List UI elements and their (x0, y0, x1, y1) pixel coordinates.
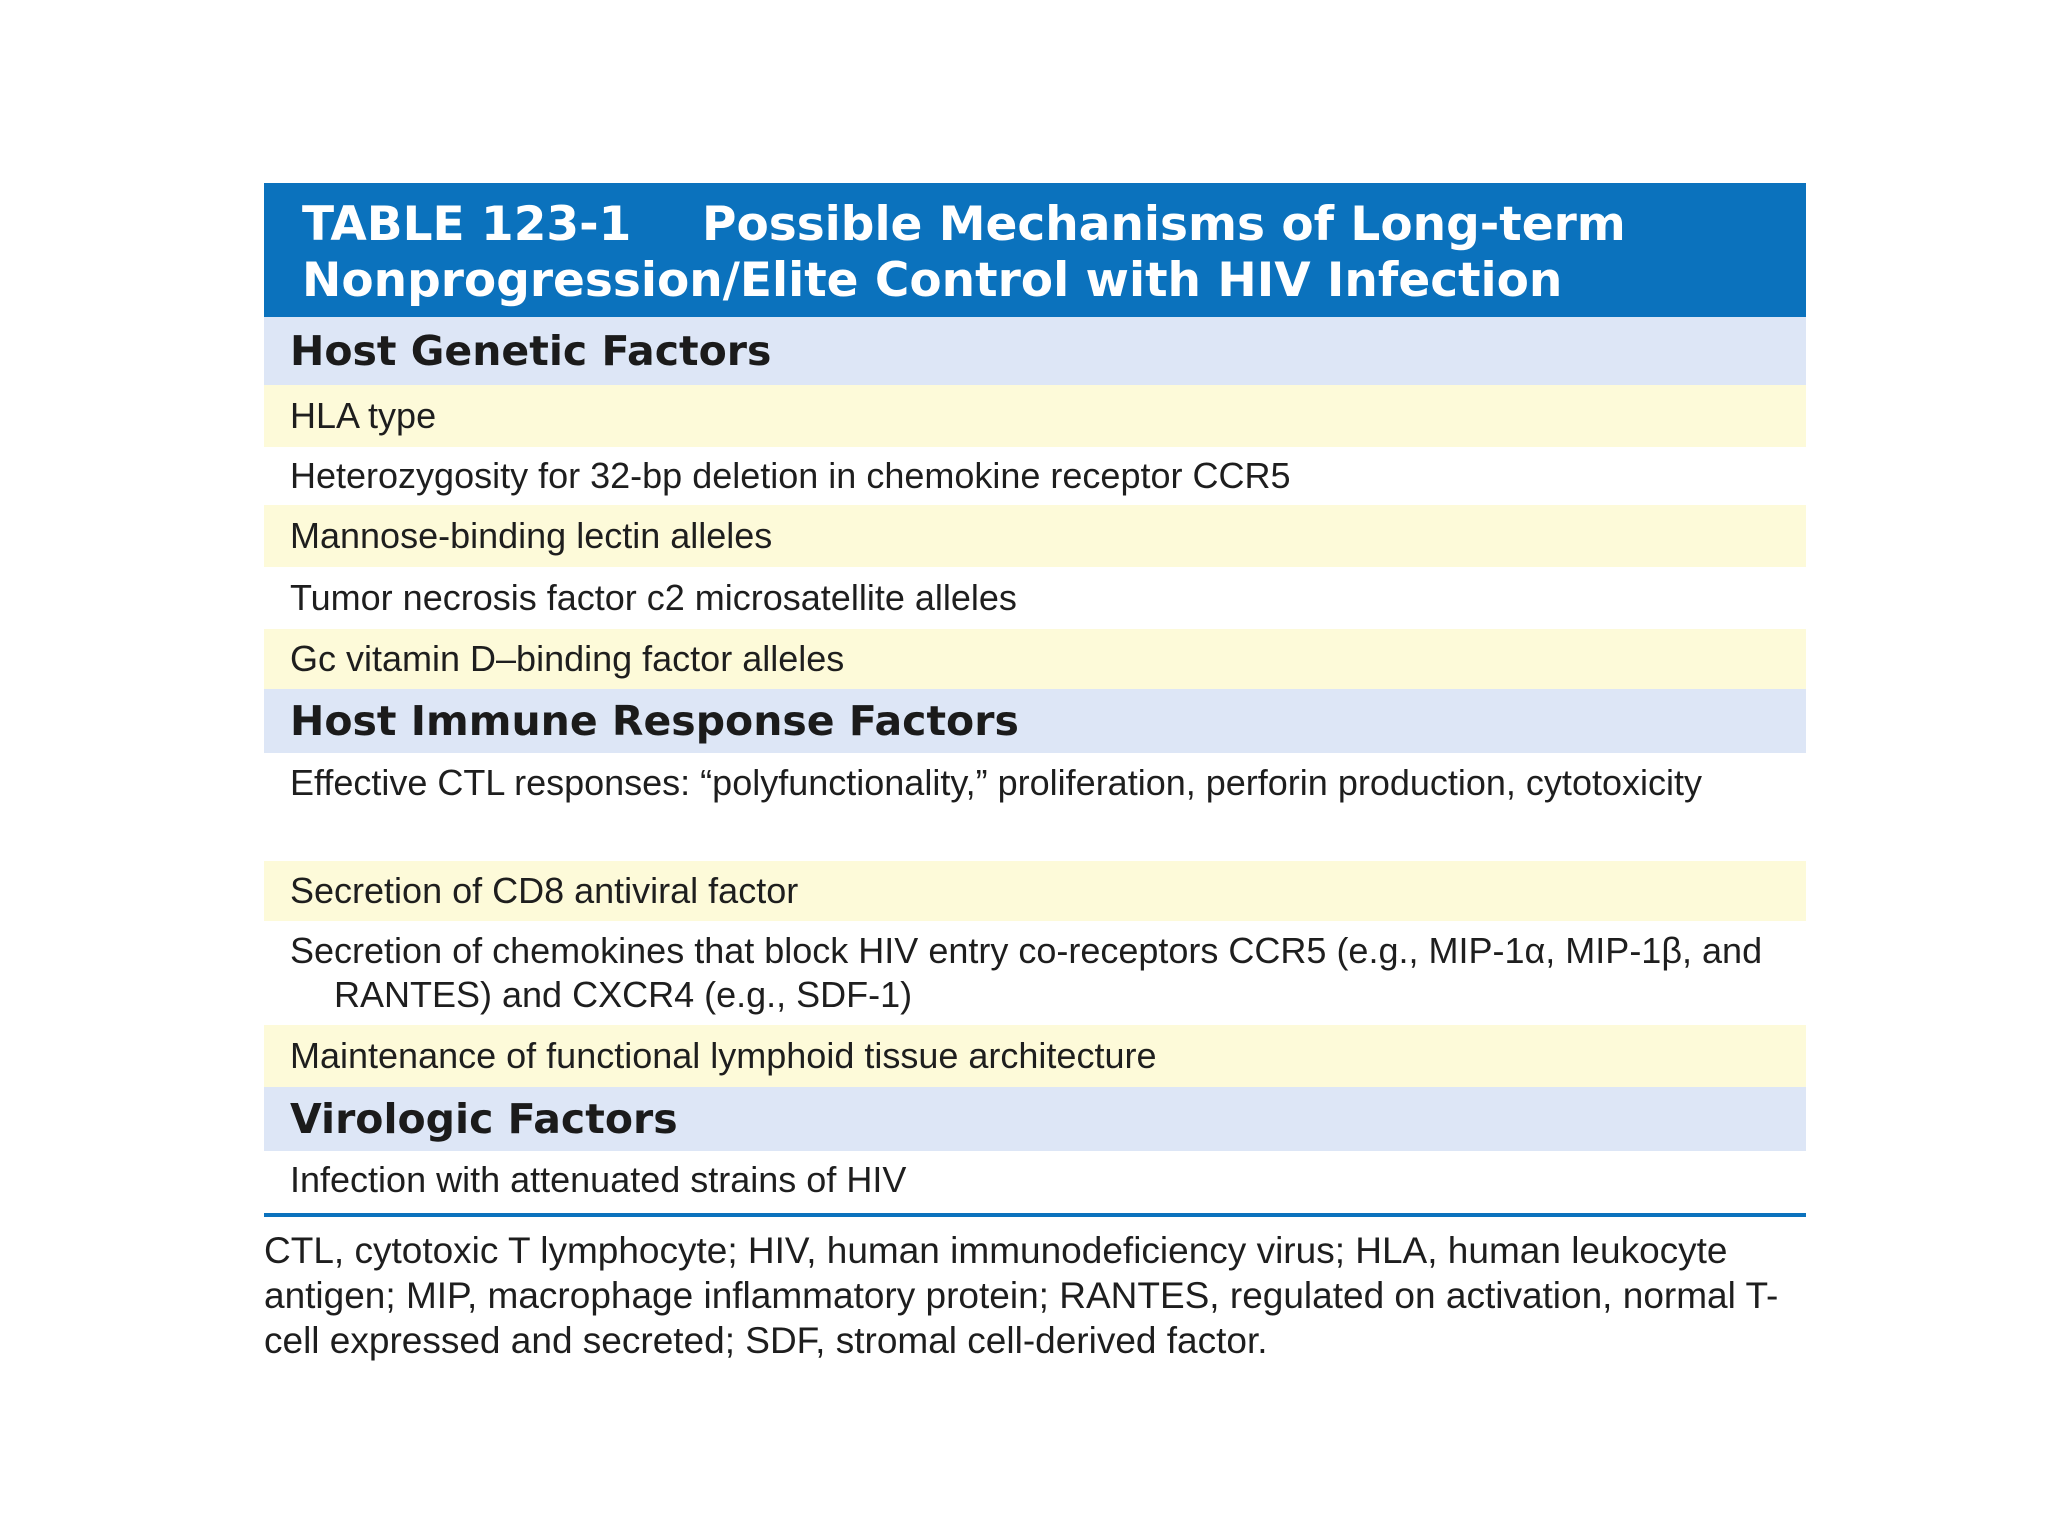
row-text: Secretion of CD8 antiviral factor (290, 870, 799, 911)
table-row (264, 629, 1806, 689)
table-row (264, 1151, 1806, 1209)
row-text: Tumor necrosis factor c2 microsatellite alleles (290, 577, 1017, 618)
section-heading-virologic (264, 1087, 1806, 1151)
section-heading-text: Host Genetic Factors (290, 327, 772, 375)
row-text: Maintenance of functional lymphoid tissue architecture (290, 1035, 1157, 1076)
table-row (264, 505, 1806, 567)
table-title (264, 183, 1806, 317)
row-text: Secretion of chemokines that block HIV entry co-receptors CCR5 (e.g., MIP-1α, MIP-1β, and RANTES) and CXCR4 (e.g., SDF-1) (290, 930, 1763, 1015)
table-title-line-2: Nonprogression/Elite Control with HIV Infection (302, 253, 1563, 308)
section-heading-host-genetic (264, 317, 1806, 385)
table-row (264, 1025, 1806, 1087)
table-row (264, 921, 1806, 1025)
row-text: Heterozygosity for 32-bp deletion in chemokine receptor CCR5 (290, 455, 1291, 496)
table-title-line-1 (302, 197, 1776, 253)
table-row (264, 861, 1806, 921)
table-bottom-rule (264, 1213, 1806, 1217)
table-number: TABLE 123-1 (302, 197, 632, 252)
row-text: Effective CTL responses: “polyfunctionality,” proliferation, perforin production, cytotoxicity (290, 762, 1702, 803)
row-text: Mannose-binding lectin alleles (290, 515, 773, 556)
section-heading-text: Host Immune Response Factors (290, 697, 1019, 745)
row-text: Gc vitamin D–binding factor alleles (290, 638, 845, 679)
table-row (264, 447, 1806, 505)
section-heading-text: Virologic Factors (290, 1095, 678, 1143)
mechanisms-table (264, 183, 1806, 1217)
table-footnote: CTL, cytotoxic T lymphocyte; HIV, human immunodeficiency virus; HLA, human leukocyte antigen; MIP, macrophage inflammatory protein; RANTES, regulated on activation, normal T-cell expressed and secreted; SDF, stromal cell-derived factor. (264, 1230, 1779, 1361)
table-row (264, 385, 1806, 447)
table-title-text: Possible Mechanisms of Long-term (702, 197, 1626, 252)
table-row (264, 567, 1806, 629)
table-row (264, 753, 1806, 861)
row-text: HLA type (290, 395, 437, 436)
row-text: Infection with attenuated strains of HIV (290, 1159, 907, 1200)
section-heading-host-immune (264, 689, 1806, 753)
